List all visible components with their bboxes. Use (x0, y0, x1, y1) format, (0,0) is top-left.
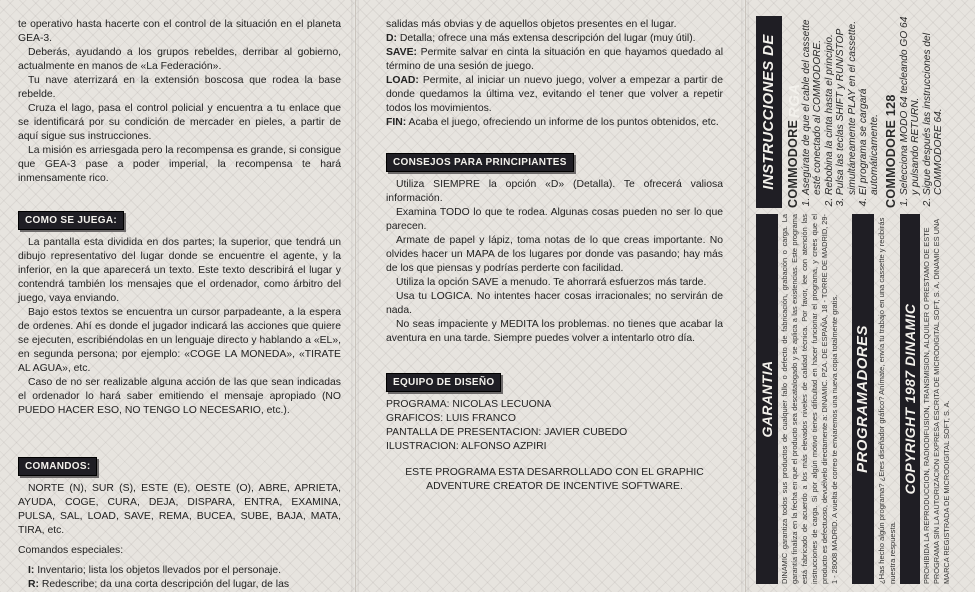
command-desc: Detalla; ofrece una más extensa descripción del lugar (muy útil). (396, 33, 696, 44)
intro-paragraph: Tu nave aterrizará en la extensión boscosa que rodea la base rebelde. (18, 75, 341, 100)
commodore-step: 4. El programa se cargará automáticamente. (858, 16, 881, 195)
como-paragraph: La pantalla esta dividida en dos partes; la superior, que tendrá un dibujo representativo del lugar donde se encuentre el agente, y la inferior, en la que aparecerá un texto. Este texto describirá el lugar y contendrá también los mensajes que el ordenador, como árbitro del juego, vaya enviando. (18, 237, 341, 304)
garantia-text: DINAMIC garantiza todos sus productos de cualquier fallo o defecto de fabricación, grabación o carga. La garantía finaliza en la fecha en que el producto sea descatalogado y se aplica a las existencias. Este programa está fabricado de acuerdo a los más elevados niveles de calidad técnica. Por favor, lee con atención las instrucciones de carga. Si por algún motivo tienes dificultad en hacer funcionar el programa, y crees que el producto es defectuoso, devuélvelo directamente a: DINAMIC. PZA. DE ESPAÑA, 18 - TORRE DE MADRID, 29-1 - 28008 MADRID. A vuelta de correo te enviaremos una nueva copia totalmente gratis. (780, 214, 839, 584)
intro-paragraph: te operativo hasta hacerte con el control de la situación en el planeta GEA-3. (18, 19, 341, 44)
command-fin (386, 116, 723, 130)
intro-paragraph: La misión es arriesgada pero la recompensa es grande, si consigue que GEA-3 pase a poder imperial, la recompensa te hará inmensamente rico. (18, 145, 341, 184)
command-desc: Acaba el juego, ofreciendo un informe de los puntos obtenidos, etc. (406, 117, 719, 128)
commodore-step: 1. Asegúrate de que el cable del cassette esté conectado al COMMODORE. (801, 16, 824, 195)
intro-paragraph: Deberás, ayudando a los grupos rebeldes, derribar al gobierno, actualmente en manos de «La Federación». (18, 47, 341, 72)
commodore-heading: COMMODORE (786, 119, 800, 208)
consejo-paragraph: Usa tu LOGICA. No intentes hacer cosas irracionales; no servirán de nada. (386, 291, 723, 316)
como-paragraph: Caso de no ser realizable alguna acción de las que sean indicadas el ordenador lo hará saber emitiendo el mensaje apropiado (NO PUEDO HACER ESO, NO TENGO LO NECESARIO, etc.). (18, 377, 341, 416)
garantia-heading: GARANTIA (756, 214, 778, 584)
instrucciones-heading: INSTRUCCIONES DE CARGA (756, 16, 782, 208)
command-desc: Redescribe; da una corta descripción del lugar, de las (38, 579, 290, 590)
command-desc: Permite salvar en cinta la situación en que hayamos quedado al término de una sesión de juego. (386, 47, 723, 72)
consejos-heading: CONSEJOS PARA PRINCIPIANTES (386, 153, 574, 172)
command-d (386, 32, 723, 46)
consejo-paragraph: Utiliza SIEMPRE la opción «D» (Detalla). Te ofrecerá valiosa información. (386, 179, 723, 204)
command-r (18, 578, 341, 592)
credit-line: ILUSTRACION: ALFONSO AZPIRI (386, 441, 547, 452)
commodore-step: 3. Pulsa las teclas SHIFT y RUN/STOP simultáneamente PLAY en el cassette. (835, 16, 858, 195)
como-se-juega-heading: COMO SE JUEGA: (18, 211, 124, 230)
command-desc: Permite, al iniciar un nuevo juego, volver a empezar a partir de donde quedamos la última vez, evitando el tener que volver a repetir todos los movimientos. (386, 75, 723, 114)
command-i (18, 564, 341, 578)
loading-instructions (786, 16, 944, 208)
credit-line: PROGRAMA: NICOLAS LECUONA (386, 399, 552, 410)
right-panel (745, 0, 975, 592)
footer-note: ESTE PROGRAMA ESTA DESARROLLADO CON EL GRAPHIC ADVENTURE CREATOR DE INCENTIVE SOFTWARE. (405, 467, 704, 492)
credit-line: PANTALLA DE PRESENTACION: JAVIER CUBEDO (386, 427, 628, 438)
command-desc: Inventario; lista los objetos llevados por el personaje. (34, 565, 281, 576)
middle-panel (355, 0, 745, 592)
comandos-especiales-label: Comandos especiales: (18, 545, 124, 556)
c128-step: 1. Selecciona MODO 64 tecleando GO 64 y pulsando RETURN. (899, 16, 922, 195)
commodore-step: 2. Rebobina la cinta hasta el principio. (824, 16, 835, 195)
copyright-heading: COPYRIGHT 1987 DINAMIC (900, 214, 920, 584)
credit-line: GRAFICOS: LUIS FRANCO (386, 413, 516, 424)
copyright-text: PROHIBIDA LA REPRODUCCION, RADIODIFUSION, TRANSMISION, ALQUILER O PRESTAMO DE ESTE PROGRAMA SIN LA AUTORIZACION EXPRESA ESCRITA DE MICRODIGITAL SOFT, S. A. DINAMIC ES UNA MARCA REGISTRADA DE MICRODIGITAL SOFT, S. A. (922, 219, 951, 584)
command-save (386, 46, 723, 74)
command-key: FIN: (386, 117, 407, 128)
consejo-paragraph: Examina TODO lo que te rodea. Algunas cosas pueden no ser lo que parecen. (386, 207, 723, 232)
command-key: LOAD: (386, 75, 419, 86)
intro-paragraph: Cruza el lago, pasa el control policial y encuentra a tu enlace que se identificará por su condición de mercader en pieles, a partir de aquí sigue sus instrucciones. (18, 103, 341, 142)
command-key: I: (28, 565, 35, 576)
comandos-list: NORTE (N), SUR (S), ESTE (E), OESTE (O), ABRE, APRIETA, AYUDA, COGE, CURA, DEJA, DISPARA, ENTRA, EXAMINA, PULSA, SAL, LOAD, SAVE, REMA, BUCEA, SUBE, BAJA, MATA, TIRA, etc. (18, 483, 341, 536)
left-panel (0, 0, 355, 592)
c128-step: 2. Sigue después las instrucciones del COMMODORE 64. (922, 16, 945, 195)
command-key: SAVE: (386, 47, 417, 58)
rotated-content (756, 16, 968, 584)
command-load (386, 74, 723, 116)
equipo-heading: EQUIPO DE DISEÑO (386, 373, 501, 392)
consejo-paragraph: No seas impaciente y MEDITA los problemas. no tienes que acabar la aventura en una tarde. Siempre puedes volver a intentarlo otro día. (386, 319, 723, 344)
commodore-128-heading: COMMODORE 128 (883, 94, 898, 208)
command-key: D: (386, 33, 397, 44)
programadores-text: ¿Has hecho algún programa? ¿Eres diseñador gráfico? Anímate, envía tu trabajo en una cassette y recibirás nuestra respuesta. (877, 217, 897, 584)
continued-text: salidas más obvias y de aquellos objetos presentes en el lugar. (386, 19, 677, 30)
como-paragraph: Bajo estos textos se encuentra un cursor parpadeante, a la espera de ordenes. Ahí es donde el jugador indicará las acciones que quiere se ejecuten, escribiéndolas en un lenguaje directo y hablando a «EL», en segunda persona; por ejemplo: «COGE LA MONEDA», «TIRATE AL AGUA», etc. (18, 307, 341, 374)
command-key: R: (28, 579, 39, 590)
consejo-paragraph: Utiliza la opción SAVE a menudo. Te ahorrará esfuerzos más tarde. (396, 277, 707, 288)
comandos-heading: COMANDOS: (18, 457, 97, 476)
consejo-paragraph: Armate de papel y lápiz, toma notas de lo que creas importante. No olvides hacer un MAPA de los lugares por donde vas pasando; hay más de los que piensas y podrías perderte con facilidad. (386, 235, 723, 274)
programadores-heading: PROGRAMADORES (852, 214, 874, 584)
